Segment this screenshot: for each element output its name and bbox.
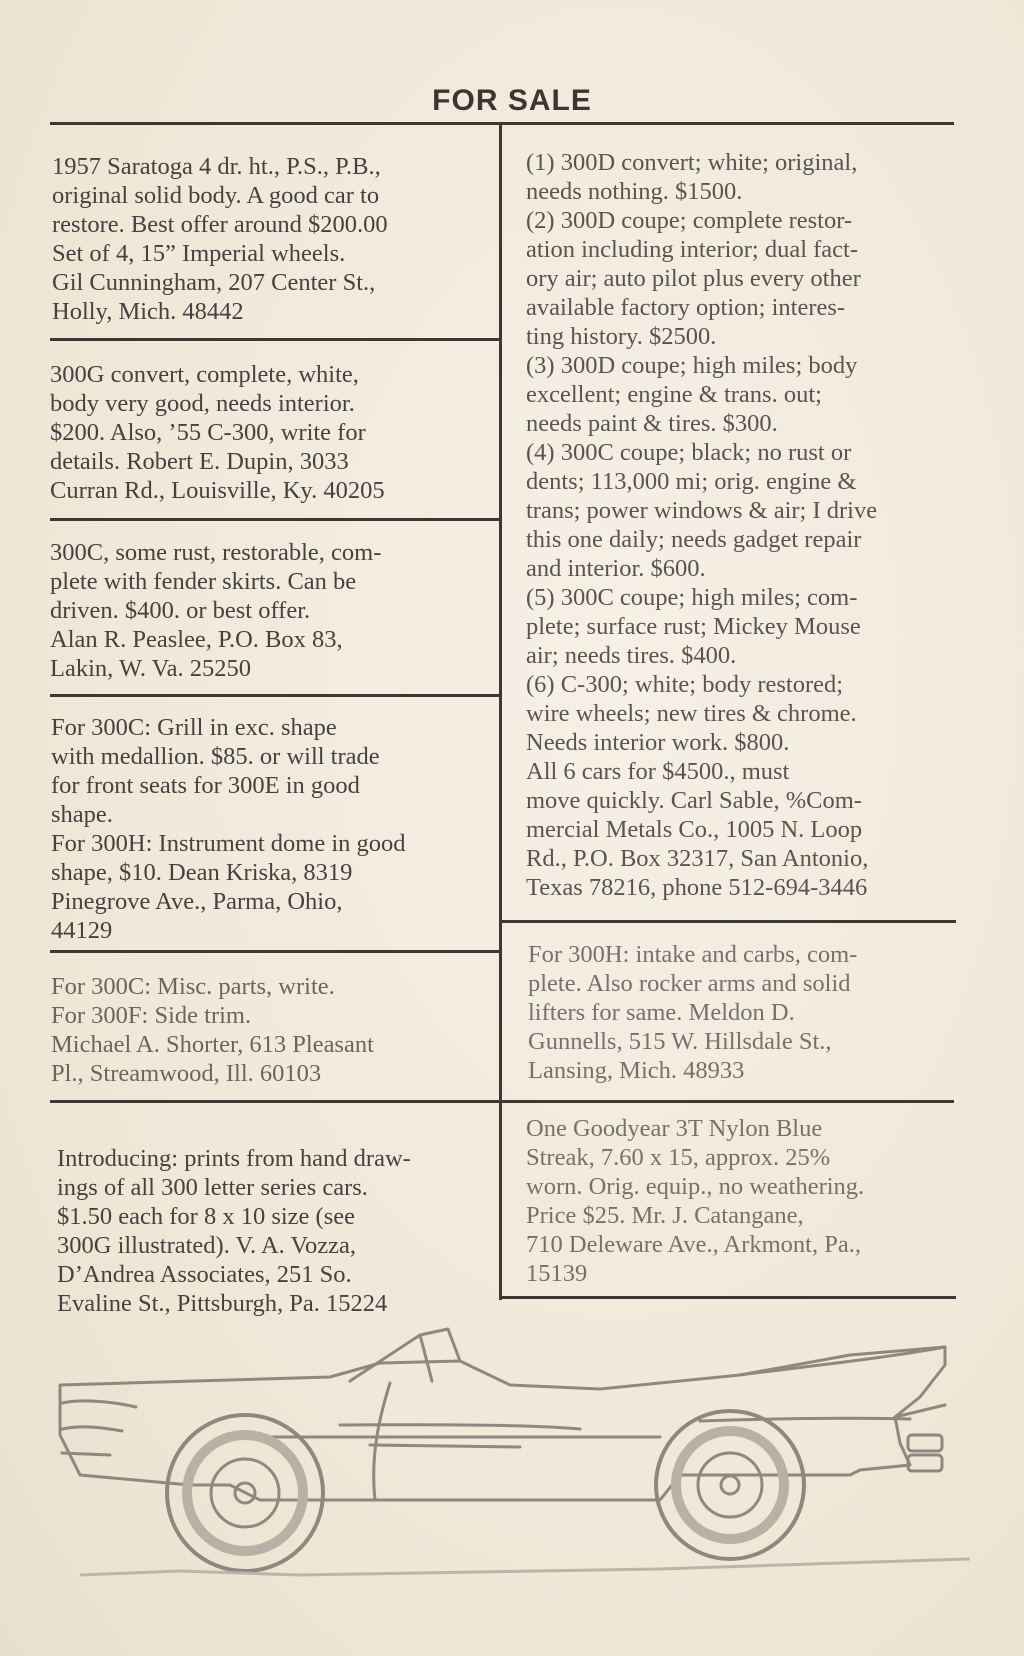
ad-300g-convert: 300G convert, complete, white, body very good, needs interior. $200. Also, ’55 C-300, write for details. Robert E. Dupin, 3033 Curran Rd., Louisville, Ky. 40205 xyxy=(50,361,385,504)
left-divider-1 xyxy=(50,338,500,341)
ad-300c-peaslee: 300C, some rust, restorable, com- plete with fender skirts. Can be driven. $400. or best offer. Alan R. Peaslee, P.O. Box 83, Lakin, W. Va. 25250 xyxy=(50,539,382,682)
top-rule xyxy=(50,122,954,125)
right-box-bottom xyxy=(500,1296,956,1299)
car-illustration xyxy=(40,1325,980,1625)
ad-300c-grill: For 300C: Grill in exc. shape with medallion. $85. or will trade for front seats for 300E in good shape. For 300H: Instrument dome in good shape, $10. Dean Kriska, 8319 Pinegrove Ave., Parma, Ohio, 44129 xyxy=(51,714,406,944)
ad-six-cars: (1) 300D convert; white; original, needs nothing. $1500. (2) 300D coupe; complete restor- ation including interior; dual fact- ory air; auto pilot plus every other available factory option; interes- ting history. $2500. (3) 300D coupe; high miles; body excellent; engine & trans. out; needs paint & tires. $300. (4) 300C coupe; black; no rust or dents; 113,000 mi; orig. engine & trans; power windows & air; I drive this one daily; needs gadget repair and interior. $600. (5) 300C coupe; high miles; com- plete; surface rust; Mickey Mouse air; needs tires. $400. (6) C-300; white; body restored; wire wheels; new tires & chrome. Needs interior work. $800. All 6 cars for $4500., must move quickly. Carl Sable, %Com- mercial Metals Co., 1005 N. Loop Rd., P.O. Box 32317, San Antonio, Texas 78216, phone 512-694-3446 xyxy=(526,149,878,901)
left-divider-4 xyxy=(50,950,500,953)
column-divider xyxy=(499,124,502,1300)
ad-saratoga: 1957 Saratoga 4 dr. ht., P.S., P.B., original solid body. A good car to restore. Best offer around $200.00 Set of 4, 15” Imperial wheels. Gil Cunningham, 207 Center St., Holly, Mich. 48442 xyxy=(52,153,388,325)
left-divider-3 xyxy=(50,694,500,697)
ad-300h-intake: For 300H: intake and carbs, com- plete. Also rocker arms and solid lifters for same. Meldon D. Gunnells, 515 W. Hillsdale St., Lansing, Mich. 48933 xyxy=(528,941,858,1084)
right-divider-1 xyxy=(500,920,956,923)
page-title: FOR SALE xyxy=(432,84,592,117)
ad-prints: Introducing: prints from hand draw- ings of all 300 letter series cars. $1.50 each for 8 x 10 size (see 300G illustrated). V. A. Vozza, D’Andrea Associates, 251 So. Evaline St., Pittsburgh, Pa. 15224 xyxy=(57,1145,411,1317)
left-divider-5 xyxy=(50,1100,954,1103)
ad-misc-parts: For 300C: Misc. parts, write. For 300F: Side trim. Michael A. Shorter, 613 Pleasant Pl., Streamwood, Ill. 60103 xyxy=(51,973,374,1087)
left-divider-2 xyxy=(50,518,500,521)
ad-goodyear: One Goodyear 3T Nylon Blue Streak, 7.60 x 15, approx. 25% worn. Orig. equip., no weathering. Price $25. Mr. J. Catangane, 710 Deleware Ave., Arkmont, Pa., 15139 xyxy=(526,1115,865,1287)
